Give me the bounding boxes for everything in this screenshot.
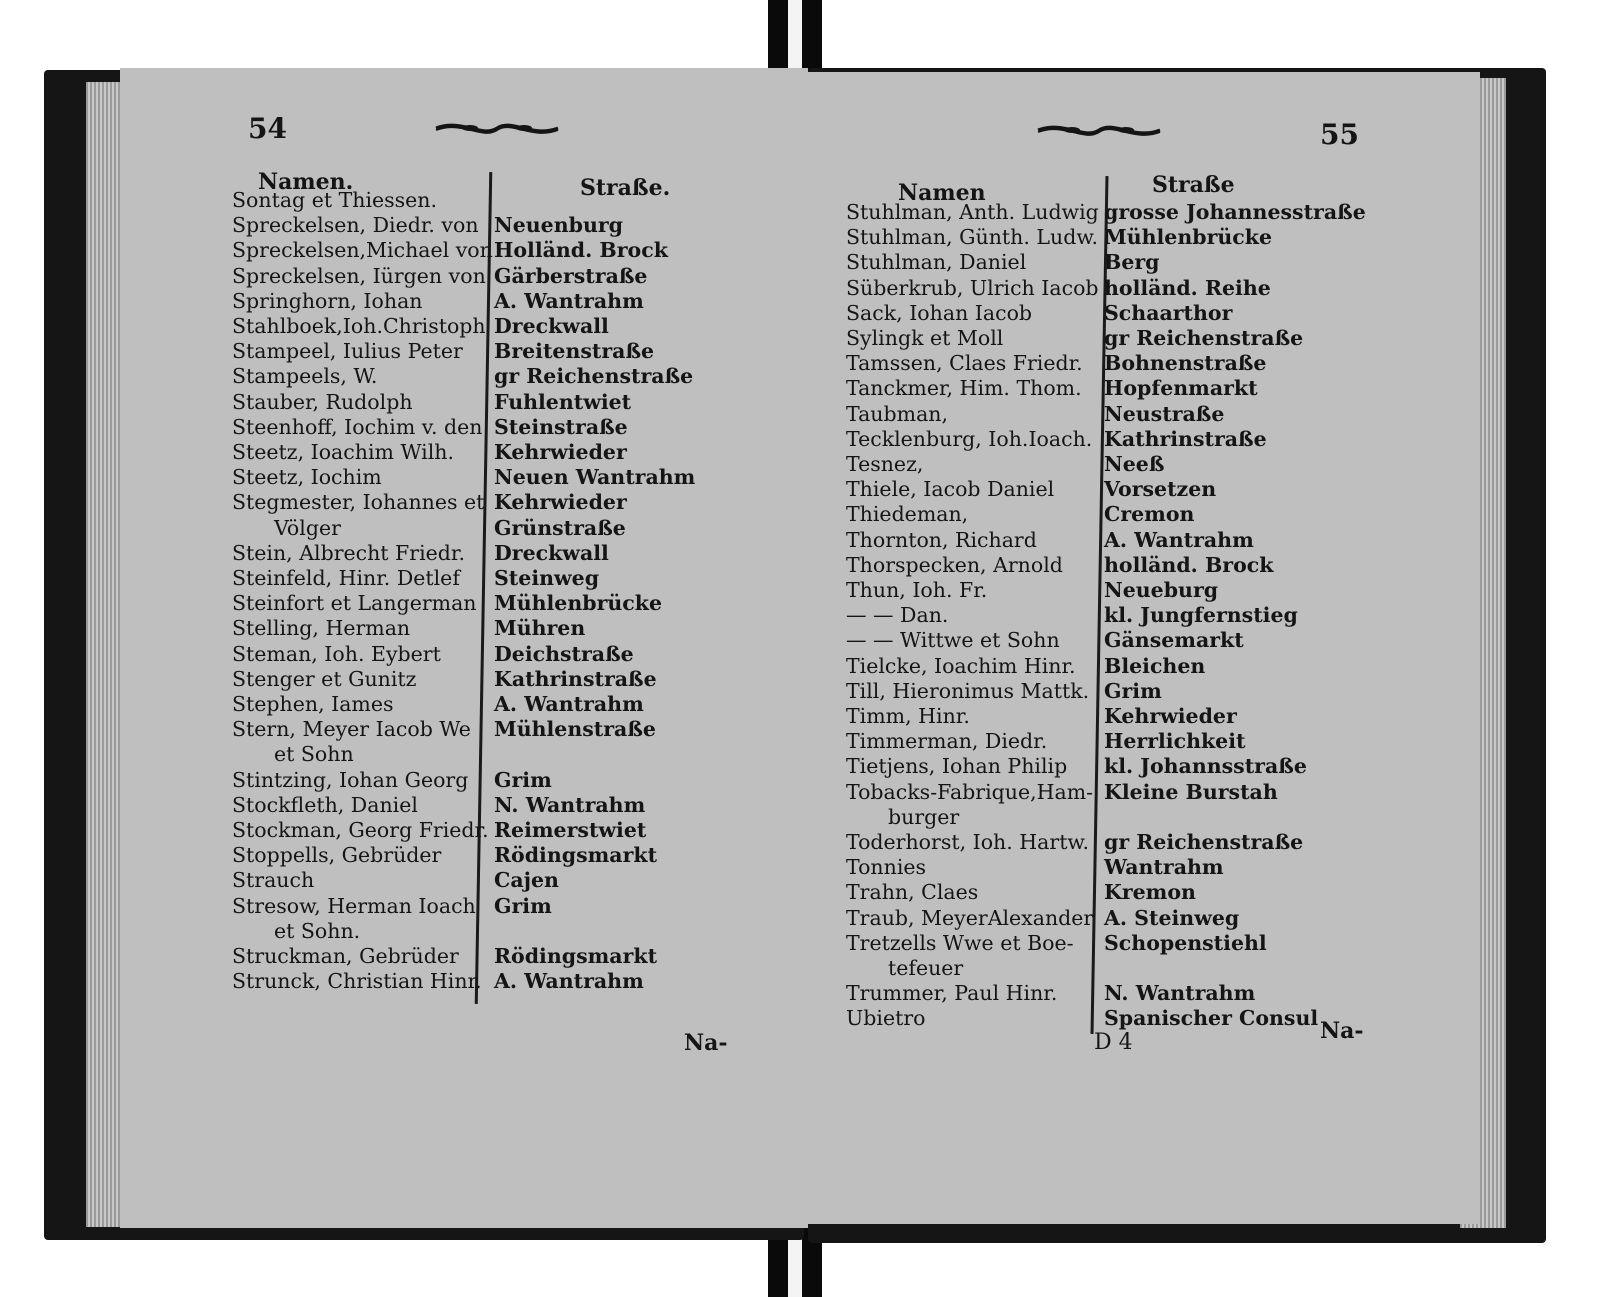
street-column-header: Straße — [1152, 172, 1235, 198]
catchword: Na- — [1320, 1018, 1364, 1044]
page-number: 55 — [1320, 118, 1359, 151]
list-item: Thun, Ioh. Fr. Neueburg — [846, 578, 1219, 603]
list-item: Sontag et Thiessen. — [232, 188, 438, 212]
list-item: Tanckmer, Him. Thom. Hopfenmarkt — [846, 376, 1258, 401]
list-item: Stahlboek,Ioh.Christoph Dreckwall — [232, 314, 609, 339]
list-item: Till, Hieronimus Mattk. Grim — [846, 678, 1162, 703]
catchword: Na- — [684, 1030, 728, 1056]
directory-list-left — [232, 188, 792, 994]
list-item: Stuhlman, Anth. Ludwig grosse Johannesstraße — [846, 200, 1366, 224]
right-page — [808, 72, 1480, 1224]
list-item: Sylingk et Moll gr Reichenstraße — [846, 326, 1304, 351]
name-column-header: Namen. — [258, 169, 354, 195]
list-item: Stelling, Herman Mühren — [232, 616, 586, 641]
list-item: Stern, Meyer Iacob We et Sohn Mühlenstraße — [232, 717, 656, 767]
list-item: Thornton, Richard A. Wantrahm — [846, 527, 1254, 552]
list-item: Traub, MeyerAlexander A. Steinweg — [846, 905, 1240, 930]
list-item: Stampeels, W. gr Reichenstraße — [232, 364, 694, 389]
list-item: Tietjens, Iohan Philip kl. Johannsstraße — [846, 754, 1307, 779]
list-item: Stresow, Herman Ioach et Sohn. Grim — [232, 893, 552, 943]
list-item: Tretzells Wwe et Boe- tefeuer Schopenstiehl — [846, 930, 1267, 981]
list-item: Spreckelsen, Iürgen von Gärberstraße — [232, 263, 648, 288]
list-item: Spreckelsen,Michael von Holländ. Brock — [232, 238, 668, 263]
list-item: Stockman, Georg Friedr. Reimerstwiet — [232, 818, 647, 843]
list-item: Tobacks-Fabrique,Ham- burger Kleine Burstah — [846, 779, 1278, 829]
list-item: Tielcke, Ioachim Hinr. Bleichen — [846, 653, 1206, 678]
list-item: Steinfort et Langerman Mühlenbrücke — [232, 591, 663, 616]
list-item: Ubietro Spanischer Consul — [846, 1006, 1319, 1031]
list-item: — — Wittwe et Sohn Gänsemarkt — [846, 628, 1244, 653]
list-item: Stauber, Rudolph Fuhlentwiet — [232, 389, 632, 414]
list-item: Sack, Iohan Iacob Schaarthor — [846, 300, 1233, 325]
list-item: Strunck, Christian Hinr. A. Wantrahm — [232, 969, 644, 994]
list-item: Stuhlman, Daniel Berg — [846, 250, 1160, 275]
list-item: Toderhorst, Ioh. Hartw. gr Reichenstraße — [846, 830, 1304, 855]
list-item: Trahn, Claes Kremon — [846, 880, 1196, 905]
list-item: Strauch Cajen — [232, 868, 559, 893]
list-item: Timmerman, Diedr. Herrlichkeit — [846, 729, 1246, 754]
street-column-header: Straße. — [580, 175, 671, 201]
list-item: Steinfeld, Hinr. Detlef Steinweg — [232, 566, 600, 591]
list-item: Stampeel, Iulius Peter Breitenstraße — [232, 339, 655, 364]
list-item: Spreckelsen, Diedr. von Neuenburg — [232, 213, 624, 238]
list-item: Thiele, Iacob Daniel Vorsetzen — [846, 477, 1217, 502]
list-item: Stephen, Iames A. Wantrahm — [232, 692, 644, 717]
list-item: Taubman, Neustraße — [846, 401, 1225, 426]
list-item: Stenger et Gunitz Kathrinstraße — [232, 666, 657, 691]
list-item: Stein, Albrecht Friedr. Dreckwall — [232, 540, 609, 565]
list-item: Tecklenburg, Ioh.Ioach. Kathrinstraße — [846, 426, 1267, 451]
signature-mark: D 4 — [1094, 1030, 1133, 1055]
ornament-icon — [432, 116, 562, 140]
list-item: Steetz, Ioachim Wilh. Kehrwieder — [232, 440, 627, 465]
list-item: Tonnies Wantrahm — [846, 855, 1224, 880]
list-item: Timm, Hinr. Kehrwieder — [846, 704, 1237, 729]
list-item: Tamssen, Claes Friedr. Bohnenstraße — [846, 351, 1267, 376]
directory-list-right — [846, 200, 1466, 1032]
list-item: Springhorn, Iohan A. Wantrahm — [232, 288, 644, 313]
list-item: Thiedeman, Cremon — [846, 502, 1195, 527]
list-item: Steetz, Iochim Neuen Wantrahm — [232, 465, 696, 490]
list-item: Stockfleth, Daniel N. Wantrahm — [232, 792, 646, 817]
name-column-header: Namen — [898, 180, 986, 206]
list-item: Trummer, Paul Hinr. N. Wantrahm — [846, 981, 1256, 1006]
list-item: Süberkrub, Ulrich Iacob holländ. Reihe — [846, 275, 1271, 300]
list-item: Stoppells, Gebrüder Rödingsmarkt — [232, 843, 658, 868]
list-item: Struckman, Gebrüder Rödingsmarkt — [232, 944, 658, 969]
list-item: Stintzing, Iohan Georg Grim — [232, 767, 552, 792]
left-page — [120, 68, 808, 1228]
ornament-icon — [1034, 118, 1164, 142]
list-item: Thorspecken, Arnold holländ. Brock — [846, 552, 1274, 577]
list-item: Steenhoff, Iochim v. den Steinstraße — [232, 414, 628, 439]
page-number: 54 — [248, 112, 287, 145]
list-item: Stegmester, Iohannes et Völger Kehrwieder Grünstraße — [232, 490, 627, 540]
list-item: Tesnez, Neeß — [846, 452, 1165, 477]
list-item: Stuhlman, Günth. Ludw. Mühlenbrücke — [846, 225, 1273, 250]
list-item: Steman, Ioh. Eybert Deichstraße — [232, 641, 634, 666]
list-item: — — Dan. kl. Jungfernstieg — [846, 603, 1298, 628]
